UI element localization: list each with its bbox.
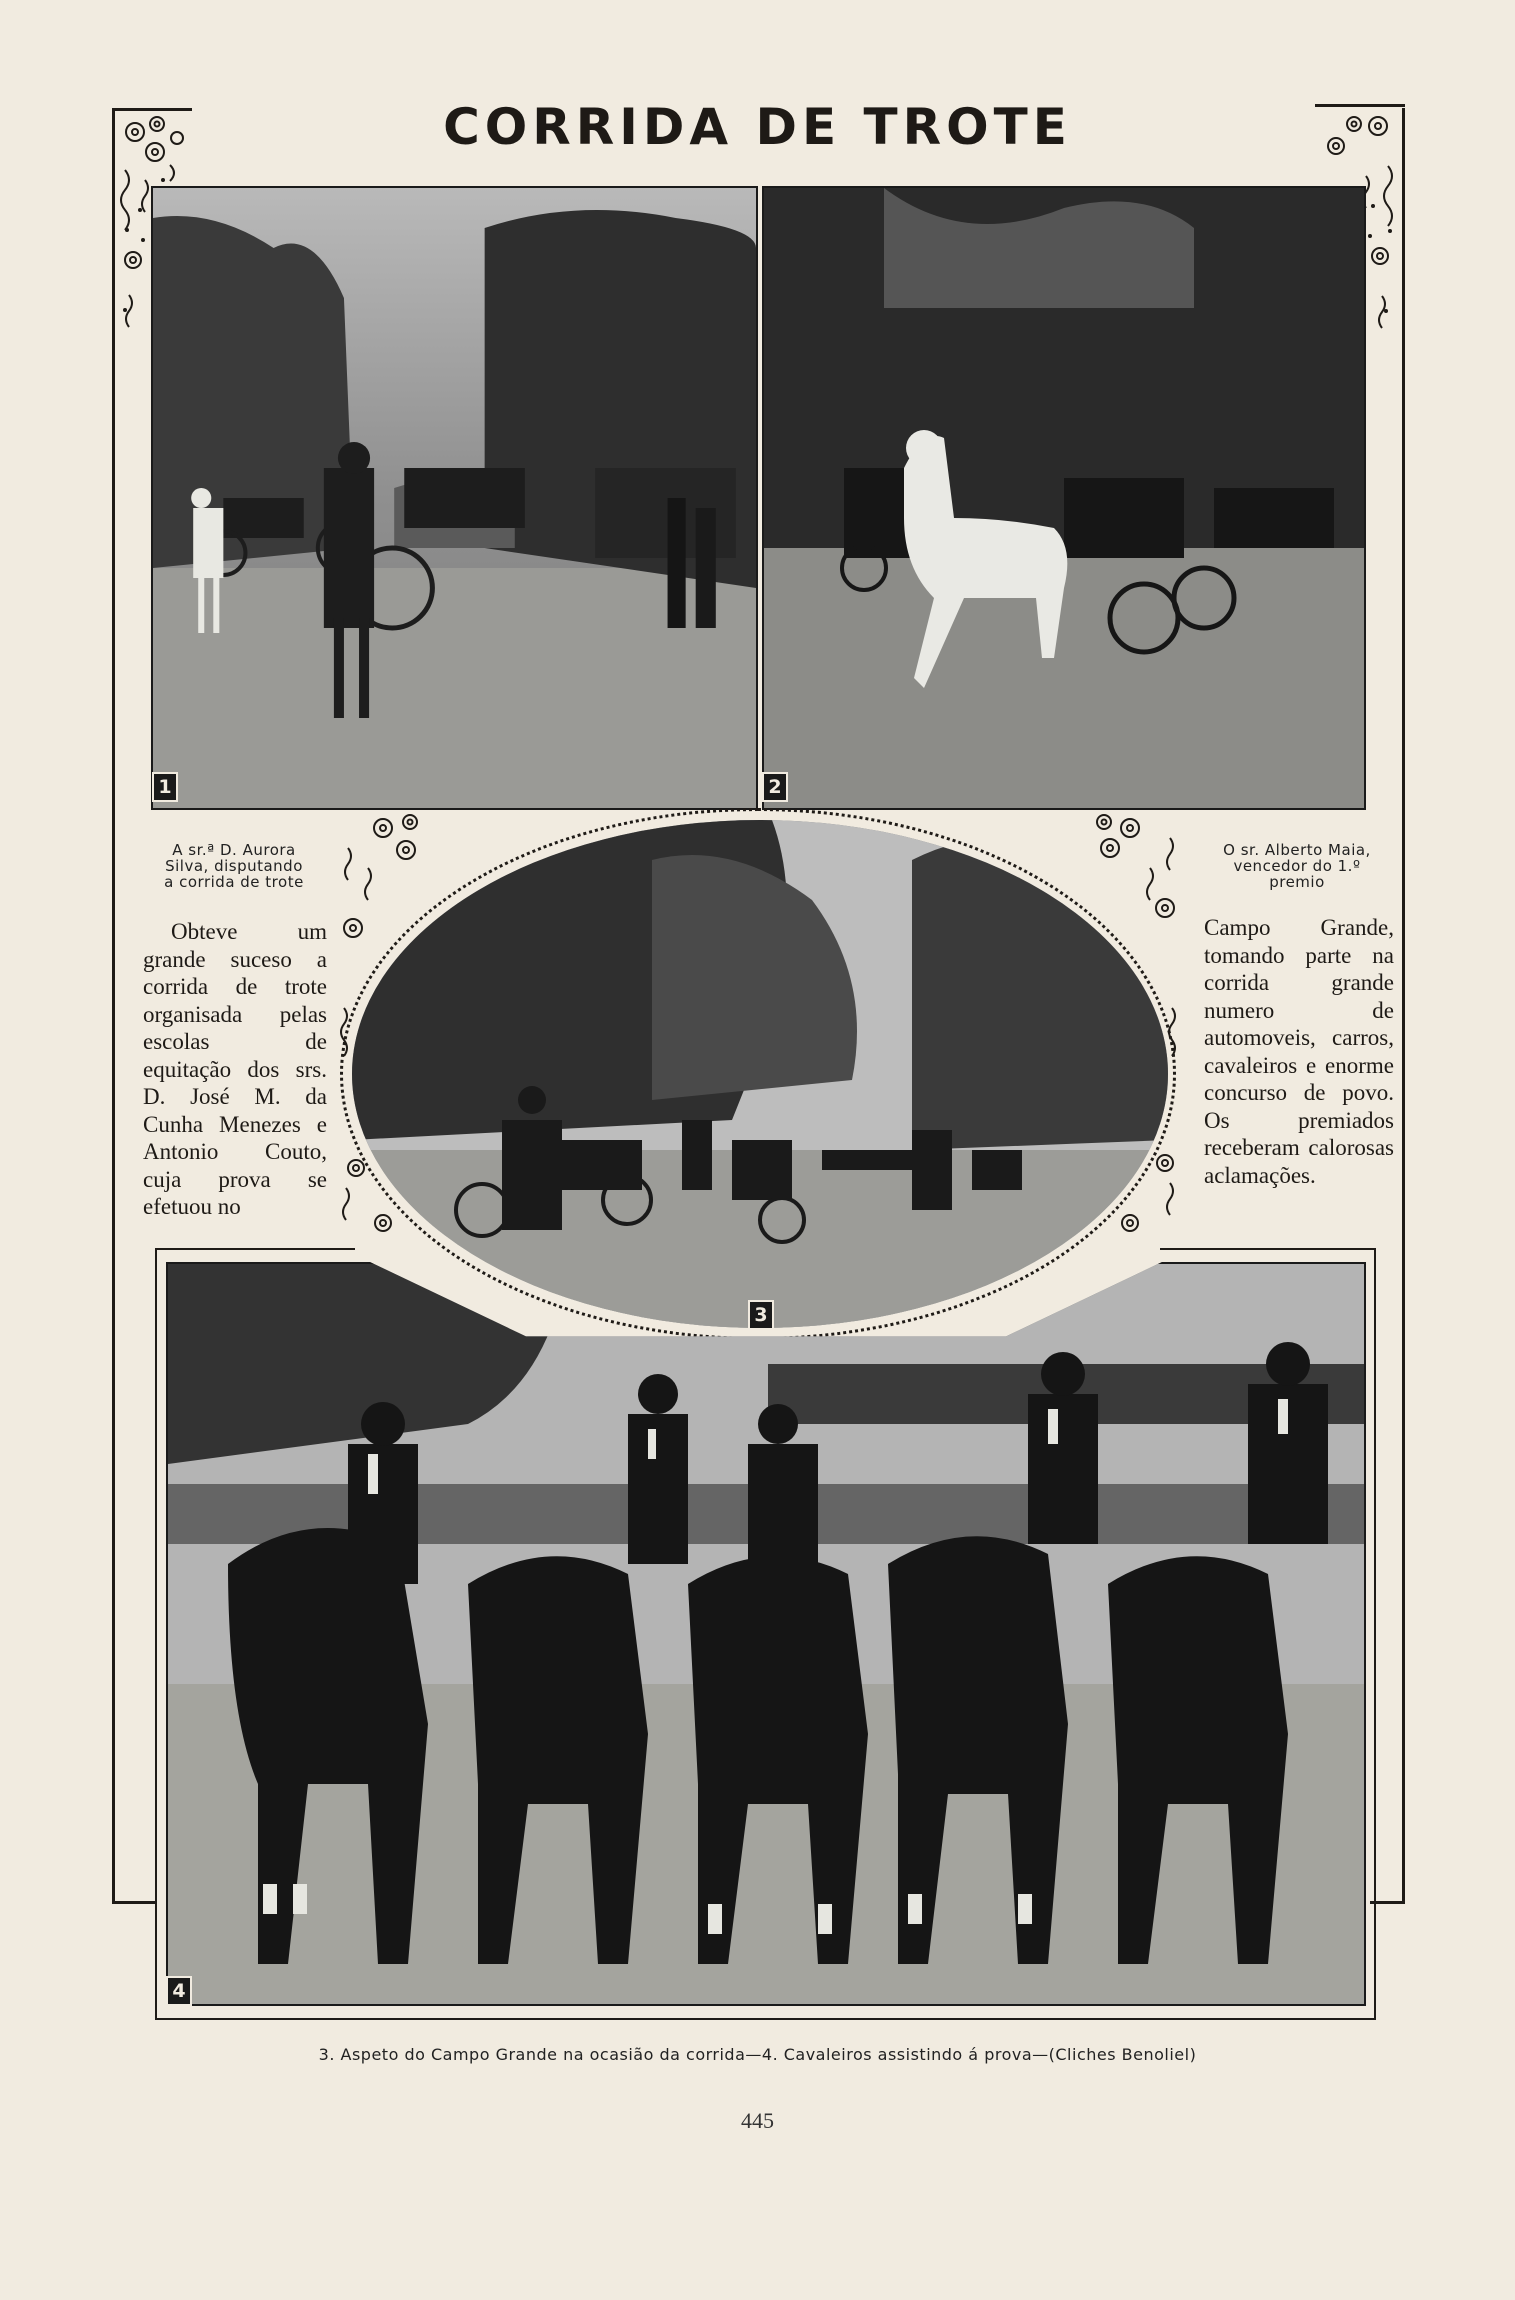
- photo-4-frame-left: [155, 1248, 157, 2020]
- photo-number-4: 4: [166, 1976, 192, 2006]
- article-text-right: [1204, 914, 1394, 1189]
- article-text-left: [143, 918, 327, 1221]
- page-title: CORRIDA DE TROTE: [443, 98, 1072, 156]
- photo-2-white-horse: [762, 186, 1366, 810]
- photo-3-campo-grande-oval: [340, 808, 1180, 1348]
- article-text-right-paragraph: Campo Grande, tomando parte na corrida grande numero de automoveis, carros, cavaleiros e enorme concurso de povo. Os premiados receberam calorosas aclamações.: [1204, 915, 1394, 1188]
- photo-4-image: [168, 1264, 1364, 2004]
- frame-left-line: [112, 108, 115, 1904]
- photo-2-image: [764, 188, 1364, 808]
- bottom-caption: 3. Aspeto do Campo Grande na ocasião da corrida—4. Cavaleiros assistindo á prova—(Cliches Benoliel): [318, 2045, 1197, 2064]
- caption-left-line-3: a corrida de trote: [164, 873, 304, 891]
- photo-number-3: 3: [748, 1300, 774, 1330]
- photo-1-carriage-race: [151, 186, 758, 810]
- photo-number-1: 1: [152, 772, 178, 802]
- caption-right-line-3: premio: [1269, 873, 1325, 891]
- caption-left-line-1: A sr.ª D. Aurora: [172, 841, 296, 859]
- photo-3-dotted-border: [340, 808, 1176, 1340]
- caption-left: [140, 842, 328, 890]
- photo-4-frame-right: [1374, 1248, 1376, 2020]
- article-text-left-paragraph: Obteve um grande suceso a corrida de trote organisada pelas escolas de equitação dos srs. D. José M. da Cunha Menezes e Antonio Couto, cuja prova se efetuou no: [143, 919, 327, 1219]
- photo-4-riders: [166, 1262, 1366, 2006]
- photo-4-frame-bottom: [155, 2018, 1376, 2020]
- frame-right-line: [1402, 108, 1405, 1904]
- photo-number-2: 2: [762, 772, 788, 802]
- caption-right-line-1: O sr. Alberto Maia,: [1223, 841, 1371, 859]
- photo-1-image: [153, 188, 756, 808]
- frame-bottom-left-line: [112, 1901, 157, 1904]
- caption-right: [1198, 842, 1396, 890]
- page-number: 445: [741, 2108, 774, 2133]
- photo-4-frame-top: [155, 1248, 355, 1250]
- caption-left-line-2: Silva, disputando: [165, 857, 303, 875]
- photo-4-frame-top-right: [1160, 1248, 1375, 1250]
- caption-right-line-2: vencedor do 1.º: [1233, 857, 1361, 875]
